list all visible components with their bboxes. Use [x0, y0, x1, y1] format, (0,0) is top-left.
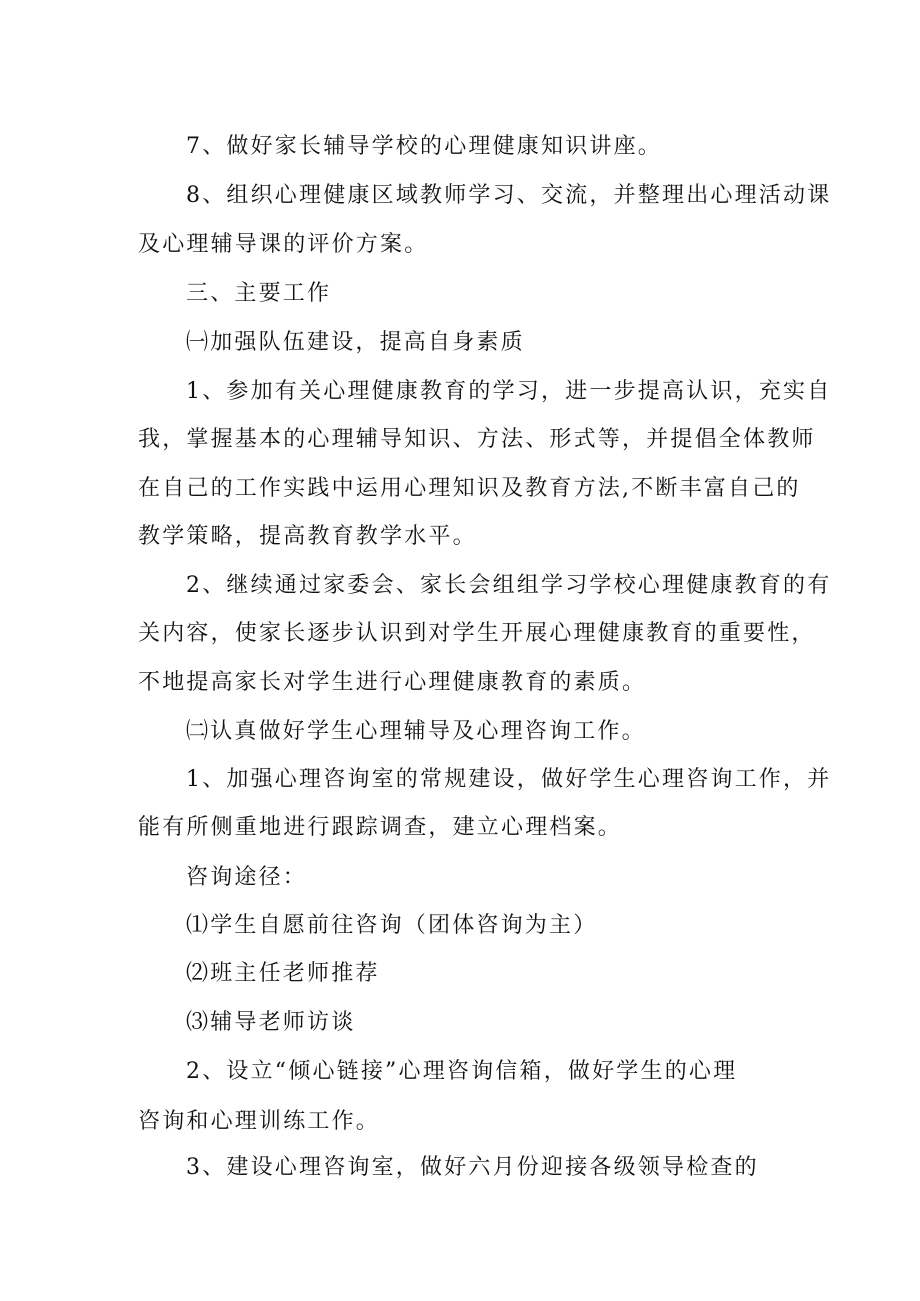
paragraph-2-line-3: 不地提高家长对学生进行心理健康教育的素质。	[138, 670, 647, 695]
paragraph-1-line-2: 我，掌握基本的心理辅导知识、方法、形式等，并提倡全体教师	[138, 427, 816, 452]
paragraph-item-7: 7、做好家长辅导学校的心理健康知识讲座。	[186, 134, 662, 159]
paragraph-2-line-2: 关内容，使家长逐步认识到对学生开展心理健康教育的重要性，	[138, 621, 816, 646]
paragraph-2-line-1: 2、继续通过家委会、家长会组组学习学校心理健康教育的有	[186, 573, 832, 598]
consult-channel-2: ⑵班主任老师推荐	[186, 961, 380, 986]
paragraph-1-line-3: 在自己的工作实践中运用心理知识及教育方法,不断丰富自己的	[138, 476, 801, 501]
subsection-heading-2: ㈡认真做好学生心理辅导及心理咨询工作。	[186, 719, 646, 744]
paragraph-3-line-1: 1、加强心理咨询室的常规建设，做好学生心理咨询工作，并	[186, 767, 832, 792]
paragraph-5-line-1: 3、建设心理咨询室，做好六月份迎接各级领导检查的	[186, 1155, 759, 1180]
paragraph-3-line-2: 能有所侧重地进行跟踪调查，建立心理档案。	[138, 815, 623, 840]
paragraph-1-line-4: 教学策略，提高教育教学水平。	[138, 524, 477, 549]
paragraph-4-line-2: 咨询和心理训练工作。	[138, 1109, 381, 1134]
consult-channels-label: 咨询途径：	[186, 865, 308, 890]
paragraph-item-8-line-1: 8、组织心理健康区域教师学习、交流，并整理出心理活动课	[186, 183, 832, 208]
consult-channel-1: ⑴学生自愿前往咨询（团体咨询为主）	[186, 913, 598, 938]
subsection-heading-1: ㈠加强队伍建设，提高自身素质	[186, 330, 525, 355]
consult-channel-3: ⑶辅导老师访谈	[186, 1010, 356, 1035]
paragraph-4-line-1: 2、设立“倾心链接”心理咨询信箱，做好学生的心理	[186, 1059, 738, 1084]
section-heading-main-work: 三、主要工作	[186, 281, 332, 306]
paragraph-1-line-1: 1、参加有关心理健康教育的学习，进一步提高认识，充实自	[186, 379, 832, 404]
paragraph-item-8-line-2: 及心理辅导课的评价方案。	[138, 232, 429, 257]
